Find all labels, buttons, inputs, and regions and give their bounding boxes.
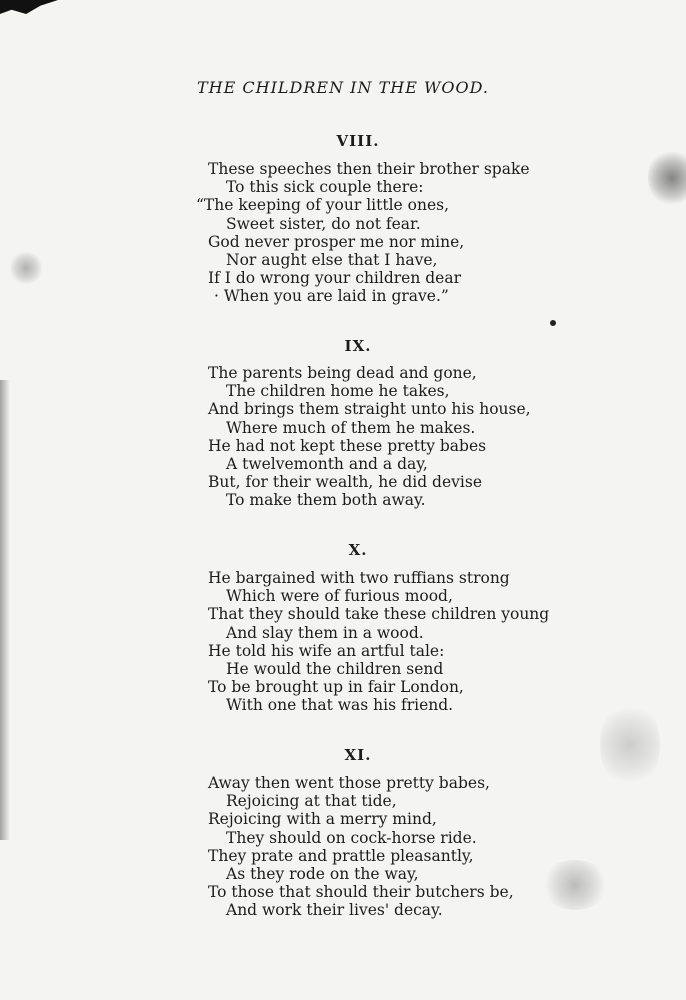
verse-line: · When you are laid in grave.” [214,287,449,306]
verse-line: To this sick couple there: [226,178,424,197]
verse-line: They should on cock-horse ride. [226,828,477,847]
verse-line: If I do wrong your children dear [208,269,462,288]
verse-line: That they should take these children young [208,605,550,624]
stanza-number: X. [348,541,368,559]
stanza [208,569,549,715]
verse-line: These speeches then their brother spake [208,160,530,178]
verse-line: They prate and prattle pleasantly, [208,846,474,865]
ink-stain [648,148,686,208]
verse-line: A twelvemonth and a day, [226,455,428,474]
verse-line: And brings them straight unto his house, [208,400,531,419]
stanza-number: XI. [344,746,372,764]
ink-stain [600,700,660,790]
running-head: THE CHILDREN IN THE WOOD. [197,78,489,97]
ink-stain [540,860,610,910]
verse-line: Away then went those pretty babes, [208,774,490,792]
verse-line: Rejoicing at that tide, [226,792,397,811]
torn-corner [0,0,58,14]
verse-line: To those that should their butchers be, [208,883,514,902]
verse-line: He bargained with two ruffians strong [208,569,510,587]
verse-line: He had not kept these pretty babes [208,436,487,455]
verse-line: To make them both away. [226,491,426,510]
page-edge-shadow [0,380,10,840]
stanza [208,364,531,510]
stanza-number: IX. [344,337,372,355]
verse-line: He would the children send [226,660,444,679]
verse-line: Rejoicing with a merry mind, [208,810,437,829]
verse-line: And work their lives' decay. [226,901,443,920]
stanza [208,774,514,920]
stanza [196,160,530,306]
verse-line: But, for their wealth, he did devise [208,473,482,492]
verse-line: Sweet sister, do not fear. [226,214,421,233]
verse-line: God never prosper me nor mine, [208,232,465,251]
verse-line: He told his wife an artful tale: [208,641,445,660]
verse-line: With one that was his friend. [226,696,454,715]
verse-line: And slay them in a wood. [226,623,424,642]
verse-line: The parents being dead and gone, [208,364,477,382]
verse-line: Nor aught else that I have, [226,251,438,270]
stanza-number: VIII. [336,132,380,150]
verse-line: As they rode on the way, [226,865,419,884]
verse-line: “The keeping of your little ones, [196,196,449,215]
verse-line: Where much of them he makes. [226,418,476,437]
verse-line: Which were of furious mood, [226,587,453,606]
verse-line: To be brought up in fair London, [208,678,464,697]
verse-line: The children home he takes, [226,382,450,401]
ink-stain [10,250,42,286]
ink-dot [550,320,556,326]
